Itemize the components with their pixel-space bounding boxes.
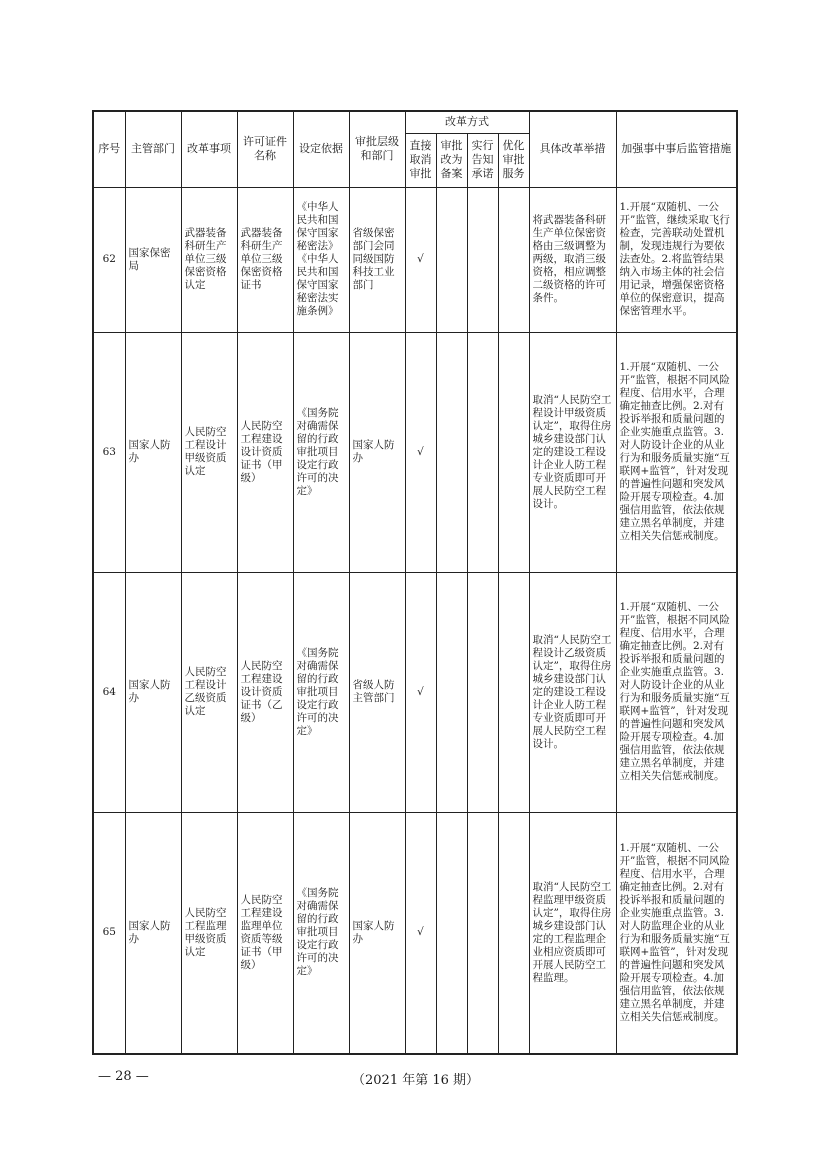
header-measures: 具体改革举措	[529, 111, 616, 187]
row-seq: 62	[93, 187, 125, 332]
row-check-filing	[436, 572, 467, 812]
row-dept: 国家人防办	[125, 812, 181, 1054]
row-seq: 63	[93, 332, 125, 572]
row-seq: 65	[93, 812, 125, 1054]
row-level: 国家人防办	[349, 812, 405, 1054]
table-row	[93, 332, 737, 572]
row-check-cancel: √	[405, 812, 436, 1054]
header-method-filing: 审批改为备案	[436, 133, 467, 187]
row-measures: 取消“人民防空工程监理甲级资质认定”，取得住房城乡建设部门认定的工程监理企业相应资质即可开展人民防空工程监理。	[529, 812, 616, 1054]
header-methods-group: 改革方式	[405, 111, 529, 133]
row-check-filing	[436, 812, 467, 1054]
row-check-filing	[436, 187, 467, 332]
row-supervision: 1.开展“双随机、一公开”监管，继续采取飞行检查，完善联动处置机制，发现违规行为要依法查处。2.将监管结果纳入市场主体的社会信用记录，增强保密资格单位的保密意识，提高保密管理水平。	[616, 187, 737, 332]
row-license: 人民防空工程建设设计资质证书（乙级）	[237, 572, 293, 812]
row-supervision: 1.开展“双随机、一公开”监管，根据不同风险程度、信用水平，合理确定抽查比例。2.对有投诉举报和质量问题的企业实施重点监管。3.对人防设计企业的从业行为和服务质量实施“互联网+监管”，针对发现的普遍性问题和突发风险开展专项检查。4.加强信用监管，依法依规建立黑名单制度，并建立相关失信惩戒制度。	[616, 332, 737, 572]
header-method-commitment: 实行告知承诺	[467, 133, 498, 187]
row-seq: 64	[93, 572, 125, 812]
row-measures: 将武器装备科研生产单位保密资格由三级调整为两级，取消三级资格，相应调整二级资格的许可条件。	[529, 187, 616, 332]
table-row	[93, 812, 737, 1054]
row-check-commitment	[467, 187, 498, 332]
row-level: 国家人防办	[349, 332, 405, 572]
row-check-optimize	[498, 187, 529, 332]
row-dept: 国家人防办	[125, 572, 181, 812]
table-row	[93, 187, 737, 332]
row-check-commitment	[467, 332, 498, 572]
row-level: 省级人防主管部门	[349, 572, 405, 812]
row-supervision: 1.开展“双随机、一公开”监管，根据不同风险程度、信用水平，合理确定抽查比例。2.对有投诉举报和质量问题的企业实施重点监管。3.对人防设计企业的从业行为和服务质量实施“互联网+监管”，针对发现的普遍性问题和突发风险开展专项检查。4.加强信用监管，依法依规建立黑名单制度，并建立相关失信惩戒制度。	[616, 572, 737, 812]
row-check-optimize	[498, 332, 529, 572]
row-check-cancel: √	[405, 187, 436, 332]
row-item: 武器装备科研生产单位三级保密资格认定	[181, 187, 237, 332]
row-basis: 《国务院对确需保留的行政审批项目设定行政许可的决定》	[293, 572, 349, 812]
row-license: 人民防空工程建设监理单位资质等级证书（甲级）	[237, 812, 293, 1054]
header-supervision: 加强事中事后监管措施	[616, 111, 737, 187]
row-check-filing	[436, 332, 467, 572]
header-method-optimize: 优化审批服务	[498, 133, 529, 187]
row-measures: 取消“人民防空工程设计乙级资质认定”，取得住房城乡建设部门认定的建设工程设计企业人防工程专业资质即可开展人民防空工程设计。	[529, 572, 616, 812]
header-dept: 主管部门	[125, 111, 181, 187]
row-basis: 《中华人民共和国保守国家秘密法》《中华人民共和国保守国家秘密法实施条例》	[293, 187, 349, 332]
row-check-cancel: √	[405, 572, 436, 812]
row-license: 人民防空工程建设设计资质证书（甲级）	[237, 332, 293, 572]
reform-table	[92, 110, 738, 1055]
row-item: 人民防空工程设计甲级资质认定	[181, 332, 237, 572]
row-check-cancel: √	[405, 332, 436, 572]
row-dept: 国家保密局	[125, 187, 181, 332]
issue-label: （2021 年第 16 期）	[352, 1073, 480, 1088]
row-check-commitment	[467, 812, 498, 1054]
row-check-optimize	[498, 812, 529, 1054]
header-level: 审批层级和部门	[349, 111, 405, 187]
header-license: 许可证件名称	[237, 111, 293, 187]
header-item: 改革事项	[181, 111, 237, 187]
header-method-cancel: 直接取消审批	[405, 133, 436, 187]
row-level: 省级保密部门会同同级国防科技工业部门	[349, 187, 405, 332]
row-dept: 国家人防办	[125, 332, 181, 572]
row-check-optimize	[498, 572, 529, 812]
row-item: 人民防空工程监理甲级资质认定	[181, 812, 237, 1054]
row-basis: 《国务院对确需保留的行政审批项目设定行政许可的决定》	[293, 812, 349, 1054]
row-basis: 《国务院对确需保留的行政审批项目设定行政许可的决定》	[293, 332, 349, 572]
row-check-commitment	[467, 572, 498, 812]
table-row	[93, 572, 737, 812]
header-basis: 设定依据	[293, 111, 349, 187]
row-measures: 取消“人民防空工程设计甲级资质认定”，取得住房城乡建设部门认定的建设工程设计企业人防工程专业资质即可开展人民防空工程设计。	[529, 332, 616, 572]
row-license: 武器装备科研生产单位三级保密资格证书	[237, 187, 293, 332]
row-supervision: 1.开展“双随机、一公开”监管，根据不同风险程度、信用水平，合理确定抽查比例。2.对有投诉举报和质量问题的企业实施重点监管。3.对人防监理企业的从业行为和服务质量实施“互联网+监管”，针对发现的普遍性问题和突发风险开展专项检查。4.加强信用监管，依法依规建立黑名单制度，并建立相关失信惩戒制度。	[616, 812, 737, 1054]
page-number: — 28 —	[98, 1069, 149, 1084]
row-item: 人民防空工程设计乙级资质认定	[181, 572, 237, 812]
header-seq: 序号	[93, 111, 125, 187]
